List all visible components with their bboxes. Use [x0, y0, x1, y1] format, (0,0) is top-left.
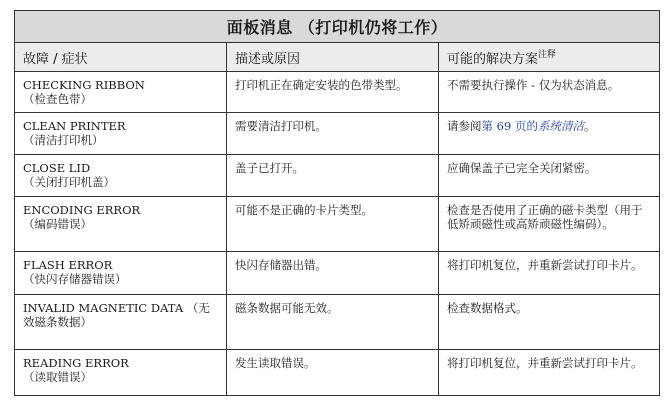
fault-message-cn: （清洁打印机）: [23, 133, 104, 147]
description-text: 磁条数据可能无效。: [235, 301, 339, 315]
fault-cell: [15, 113, 227, 155]
header-solution-note: 注释: [538, 50, 557, 60]
solution-cell: [439, 295, 660, 350]
table-row: [15, 350, 660, 396]
description-cell: [227, 72, 439, 113]
description-text: 需要清洁打印机。: [235, 119, 327, 133]
table-row: [15, 72, 660, 113]
solution-cell: [439, 72, 660, 113]
fault-cell: [15, 197, 227, 252]
fault-message-cn: （快闪存储器错误）: [23, 272, 127, 286]
fault-message-cn: （检查色带）: [23, 92, 92, 106]
panel-messages-table: [14, 10, 660, 396]
table-row: [15, 155, 660, 197]
fault-message: CLEAN PRINTER: [23, 119, 126, 133]
table-row: [15, 295, 660, 350]
fault-message-cn: （读取错误）: [23, 370, 92, 384]
table-row: [15, 197, 660, 252]
description-text: 盖子已打开。: [235, 161, 304, 175]
solution-text: 将打印机复位，并重新尝试打印卡片。: [447, 258, 643, 272]
solution-text: 不需要执行操作 - 仅为状态消息。: [447, 78, 620, 92]
table-row: [15, 113, 660, 155]
solution-cell: [439, 252, 660, 295]
solution-text: 检查是否使用了正确的磁卡类型（用于低矫顽磁性或高矫顽磁性编码）。: [447, 203, 643, 231]
solution-cell: [439, 155, 660, 197]
fault-cell: [15, 252, 227, 295]
solution-prefix: 请参阅: [447, 119, 482, 133]
fault-message: ENCODING ERROR: [23, 203, 141, 217]
fault-cell: [15, 295, 227, 350]
fault-cell: [15, 72, 227, 113]
fault-message: READING ERROR: [23, 356, 129, 370]
system-cleaning-link[interactable]: 系统清洁: [537, 119, 584, 133]
header-description: 描述或原因: [227, 43, 439, 72]
table-row: [15, 252, 660, 295]
header-solution-label: 可能的解决方案: [447, 52, 539, 67]
solution-text: 将打印机复位，并重新尝试打印卡片。: [447, 356, 643, 370]
description-cell: [227, 113, 439, 155]
solution-cell: [439, 113, 660, 155]
solution-cell: [439, 350, 660, 396]
fault-cell: [15, 350, 227, 396]
fault-message: INVALID MAGNETIC DATA （无效磁条数据）: [23, 301, 210, 329]
description-cell: [227, 252, 439, 295]
description-cell: [227, 350, 439, 396]
page-reference-link[interactable]: 第 69 页的: [481, 119, 538, 133]
description-text: 发生读取错误。: [235, 356, 316, 370]
header-solution: [439, 43, 660, 72]
description-cell: [227, 155, 439, 197]
solution-text: 检查数据格式。: [447, 301, 528, 315]
fault-message: CHECKING RIBBON: [23, 78, 145, 92]
fault-cell: [15, 155, 227, 197]
table-title: 面板消息 （打印机仍将工作）: [15, 11, 660, 43]
fault-message: FLASH ERROR: [23, 258, 113, 272]
header-fault: 故障 / 症状: [15, 43, 227, 72]
description-text: 可能不是正确的卡片类型。: [235, 203, 373, 217]
solution-text: 应确保盖子已完全关闭紧密。: [447, 161, 597, 175]
fault-message-cn: （编码错误）: [23, 217, 92, 231]
fault-message: CLOSE LID: [23, 161, 91, 175]
solution-cell: [439, 197, 660, 252]
description-cell: [227, 295, 439, 350]
solution-suffix: 。: [583, 119, 596, 133]
description-text: 打印机正在确定安装的色带类型。: [235, 78, 408, 92]
fault-message-cn: （关闭打印机盖）: [23, 175, 115, 189]
description-text: 快闪存储器出错。: [235, 258, 327, 272]
description-cell: [227, 197, 439, 252]
